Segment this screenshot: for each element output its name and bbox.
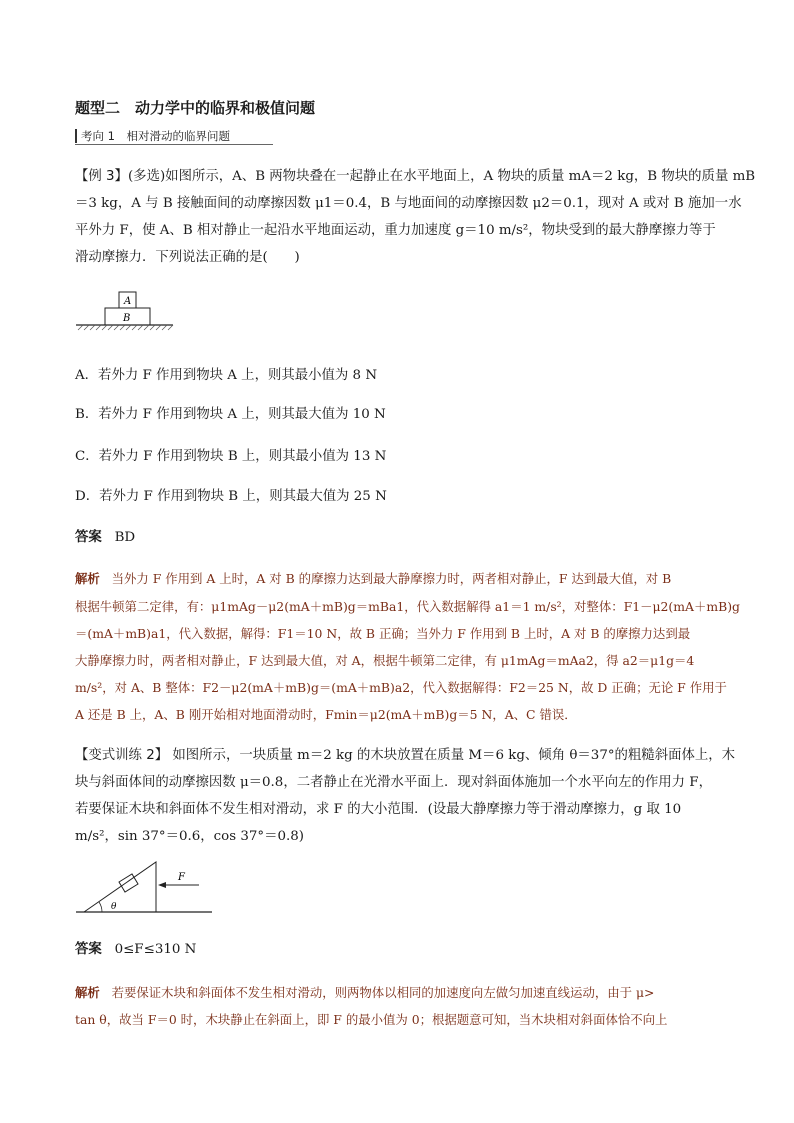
variant2-analysis-line-2: tan θ，故当 F＝0 时，木块静止在斜面上，即 F 的最小值为 0；根据题意可知，当木块相对斜面体恰不向上 <box>75 1012 668 1027</box>
example3-analysis-line-5: m/s²，对 A、B 整体：F2－μ2(mA＋mB)g＝(mA＋mB)a2，代入数据解得：F2＝25 N，故 D 正确；无论 F 作用于 <box>75 680 727 695</box>
example3-tag: 【例 3】 <box>75 169 128 184</box>
option-d: D．若外力 F 作用到物块 B 上，则其最大值为 25 N <box>75 489 387 504</box>
answer-label: 答案 <box>75 530 102 545</box>
answer-value: BD <box>114 530 136 545</box>
variant2-line-4: m/s²，sin 37°＝0.6，cos 37°＝0.8) <box>75 829 305 844</box>
force-arrow-head <box>158 882 166 888</box>
example3-analysis-line-2: 根据牛顿第二定律，有：μ1mAg－μ2(mA＋mB)g＝mBa1，代入数据解得 a1＝1 m/s²，对整体：F1－μ2(mA＋mB)g <box>75 599 740 614</box>
option-a: A．若外力 F 作用到物块 A 上，则其最小值为 8 N <box>75 368 378 383</box>
stacked-blocks-figure <box>74 289 174 334</box>
example3-analysis-line-4: 大静摩擦力时，两者相对静止，F 达到最大值，对 A，根据牛顿第二定律，有 μ1mAg＝mAa2，得 a2＝μ1g＝4 <box>75 653 695 668</box>
example3-line-4: 滑动摩擦力．下列说法正确的是( ) <box>75 250 300 265</box>
answer-value: 0≤F≤310 N <box>114 942 197 957</box>
example3-line-3: 平外力 F，使 A、B 相对静止一起沿水平地面运动，重力加速度 g＝10 m/s²，物块受到的最大静摩擦力等于 <box>75 223 716 238</box>
example3-analysis-line-3: ＝(mA＋mB)a1，代入数据，解得：F1＝10 N，故 B 正确；当外力 F 作用到 B 上时，A 对 B 的摩擦力达到最 <box>75 626 691 641</box>
option-c: C．若外力 F 作用到物块 B 上，则其最小值为 13 N <box>75 449 387 464</box>
block-b-label: B <box>123 313 131 324</box>
example3-line-2: ＝3 kg，A 与 B 接触面间的动摩擦因数 μ1＝0.4，B 与地面间的动摩擦因数 μ2＝0.1，现对 A 或对 B 施加一水 <box>75 196 742 211</box>
block-a-label: A <box>124 296 132 307</box>
answer-label: 答案 <box>75 942 102 957</box>
example3-answer <box>75 528 135 548</box>
angle-arc <box>99 902 102 912</box>
option-b: B．若外力 F 作用到物块 A 上，则其最大值为 10 N <box>75 407 386 422</box>
subtopic-bar <box>75 129 77 143</box>
variant2-tag: 【变式训练 2】 <box>75 748 169 763</box>
theta-label: θ <box>111 902 117 912</box>
section-title: 题型二 动力学中的临界和极值问题 <box>75 99 316 117</box>
force-label: F <box>178 872 185 883</box>
subtopic-heading <box>75 127 273 145</box>
variant2-answer <box>75 940 196 960</box>
analysis-label: 解析 <box>75 571 100 586</box>
subtopic-title: 考向 1 相对滑动的临界问题 <box>81 129 230 143</box>
variant2-line-3: 若要保证木块和斜面体不发生相对滑动，求 F 的大小范围．(设最大静摩擦力等于滑动摩擦力，g 取 10 <box>75 802 682 817</box>
variant2-analysis-line-1: 解析 若要保证木块和斜面体不发生相对滑动，则两物体以相同的加速度向左做匀加速直线运动，由于 μ> <box>75 985 655 1000</box>
ground-hatch <box>78 325 173 330</box>
example3-analysis-line-1: 解析 当外力 F 作用到 A 上时，A 对 B 的摩擦力达到最大静摩擦力时，两者相对静止，F 达到最大值，对 B <box>75 571 672 586</box>
incline-wedge <box>84 862 156 912</box>
variant2-line-2: 块与斜面体间的动摩擦因数 μ＝0.8，二者静止在光滑水平面上．现对斜面体施加一个水平向左的作用力 F， <box>75 775 712 790</box>
variant2-line-1: 【变式训练 2】 如图所示，一块质量 m＝2 kg 的木块放置在质量 M＝6 kg、倾角 θ＝37°的粗糙斜面体上，木 <box>75 748 736 763</box>
example3-line-1: 【例 3】(多选)如图所示，A、B 两物块叠在一起静止在水平地面上，A 物块的质量 mA＝2 kg，B 物块的质量 mB <box>75 169 756 184</box>
subtopic-underline <box>75 144 273 145</box>
example3-analysis-line-6: A 还是 B 上，A、B 刚开始相对地面滑动时，Fmin＝μ2(mA＋mB)g＝5 N，A、C 错误． <box>75 707 577 722</box>
incline-figure <box>74 858 214 918</box>
analysis-label: 解析 <box>75 985 100 1000</box>
